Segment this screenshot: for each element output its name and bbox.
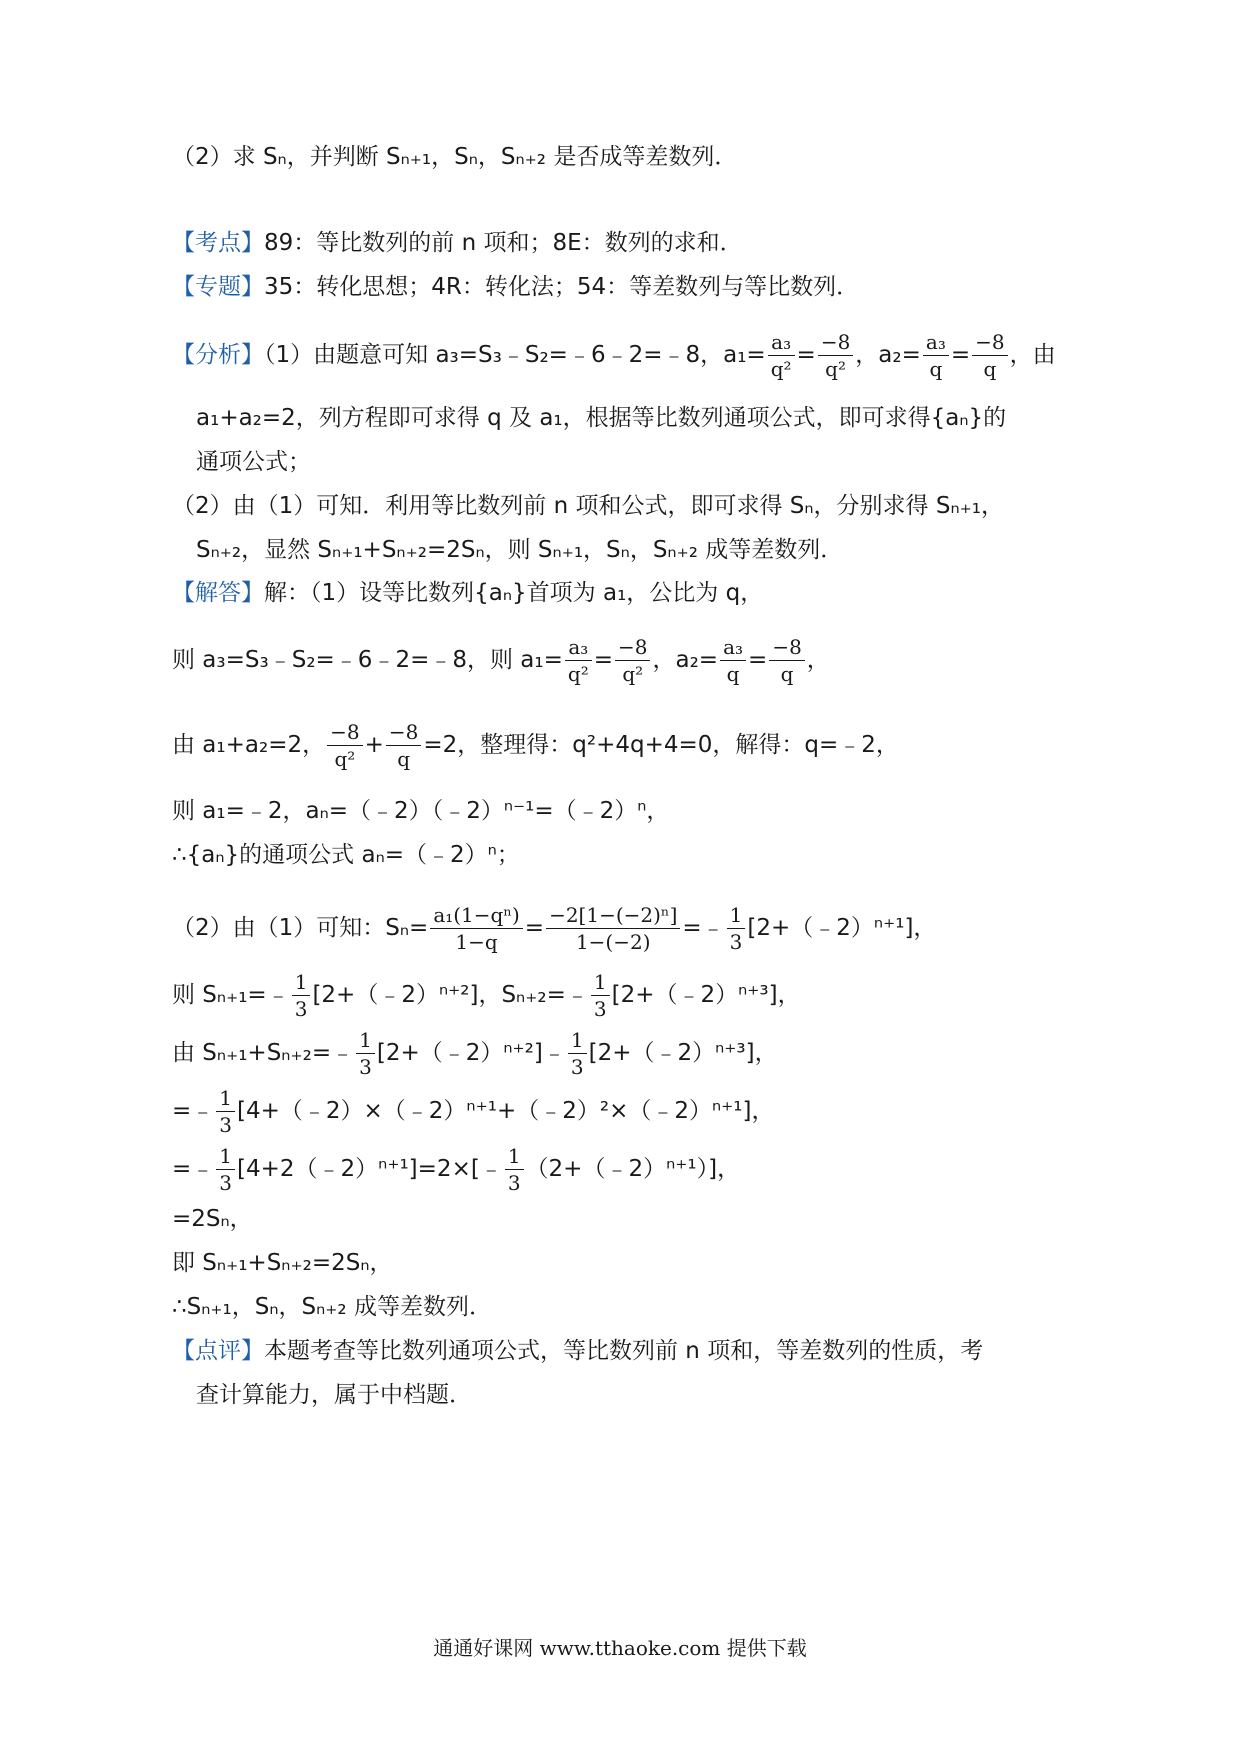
jieda-line5: ∴{aₙ}的通项公式 aₙ=（﹣2）ⁿ； <box>172 842 520 868</box>
jieda-line12: 即 Sₙ₊₁+Sₙ₊₂=2Sₙ， <box>172 1250 393 1276</box>
fraction: $\frac{1}{3}$ <box>505 1146 524 1193</box>
fenxi-line4: （2）由（1）可知．利用等比数列前 n 项和公式，即可求得 Sₙ，分别求得 Sₙ₊₁， <box>172 493 1004 519</box>
fraction: $\frac{1}{3}$ <box>292 972 311 1019</box>
fraction: $\frac{\text{−2[1−(−2)ⁿ]}}{1-(-2)}$ <box>546 905 680 952</box>
kaodian-tag: 【考点】 <box>172 230 264 256</box>
fraction: $\frac{1}{3}$ <box>216 1088 235 1135</box>
fenxi-line5: Sₙ₊₂，显然 Sₙ₊₁+Sₙ₊₂=2Sₙ，则 Sₙ₊₁，Sₙ，Sₙ₊₂ 成等差数列． <box>196 537 844 563</box>
fraction: $\frac{1}{3}$ <box>591 972 610 1019</box>
zhuanti-tag: 【专题】 <box>172 274 264 300</box>
fenxi-line1-prefix: （1）由题意可知 a₃=S₃﹣S₂=﹣6﹣2=﹣8，a₁= <box>264 342 766 368</box>
fraction: $\frac{\text{a₃}}{\text{q²}}$ <box>565 637 592 684</box>
fraction: $\frac{1}{3}$ <box>216 1146 235 1193</box>
fraction: $\frac{-8}{q}$ <box>386 722 421 769</box>
jieda-line7: 则 Sₙ₊₁=﹣ $\frac{1}{3}$ [2+（﹣2）ⁿ⁺²]，Sₙ₊₂=﹣ $\frac{1}{3}$ [2+（﹣2）ⁿ⁺³]， <box>172 970 801 1021</box>
jieda-line6: （2）由（1）可知：Sₙ= $\frac{\text{a₁(1−qⁿ)}}{1-q}$ = $\frac{\text{−2[1−(−2)ⁿ]}}{1-(-2)}$ =﹣ $\frac{1}{3}$ [2+（﹣2）ⁿ⁺¹]， <box>172 903 937 954</box>
jieda-line3: 由 a₁+a₂=2， $\frac{-8}{\text{q²}}$ + $\frac{-8}{q}$ =2，整理得：q²+4q+4=0，解得：q=﹣2， <box>172 720 899 771</box>
zhuanti-text: 35：转化思想；4R：转化法；54：等差数列与等比数列． <box>264 274 860 300</box>
fraction: $\frac{-8}{q}$ <box>972 332 1007 379</box>
zhuanti-line <box>172 272 859 302</box>
question-part2: （2）求 Sₙ，并判断 Sₙ₊₁，Sₙ，Sₙ₊₂ 是否成等差数列． <box>172 144 738 170</box>
fraction: $\frac{1}{3}$ <box>727 905 746 952</box>
kaodian-text: 89：等比数列的前 n 项和；8E：数列的求和． <box>264 230 743 256</box>
jieda-line10: =﹣ $\frac{1}{3}$ [4+2（﹣2）ⁿ⁺¹]=2×[﹣ $\frac{1}{3}$ （2+（﹣2）ⁿ⁺¹）]， <box>172 1144 741 1195</box>
dianping-line2: 查计算能力，属于中档题． <box>196 1382 472 1408</box>
fraction: $\frac{\text{a₃}}{q}$ <box>923 332 949 379</box>
jieda-line4: 则 a₁=﹣2，aₙ=（﹣2）（﹣2）ⁿ⁻¹=（﹣2）ⁿ， <box>172 798 670 824</box>
page-footer: 通通好课网 www.tthaoke.com 提供下载 <box>433 1636 807 1660</box>
jieda-line13: ∴Sₙ₊₁，Sₙ，Sₙ₊₂ 成等差数列． <box>172 1294 492 1320</box>
fenxi-tag: 【分析】 <box>172 342 264 368</box>
fenxi-line1: 【分析】（1）由题意可知 a₃=S₃﹣S₂=﹣6﹣2=﹣8，a₁= $\frac{\text{a₃}}{\text{q²}}$ = $\frac{-8}{\text{q²}}$ ，a₂= $\frac{\text{a₃}}{q}$ = $\frac{-8}{q}$ ，由 <box>172 330 1056 381</box>
jieda-line9: =﹣ $\frac{1}{3}$ [4+（﹣2）×（﹣2）ⁿ⁺¹+（﹣2）²×（﹣2）ⁿ⁺¹]， <box>172 1086 775 1137</box>
fraction: $\frac{\text{a₃}}{\text{q²}}$ <box>768 332 795 379</box>
dianping-line1: 【点评】本题考查等比数列通项公式，等比数列前 n 项和，等差数列的性质，考 <box>172 1338 984 1364</box>
fraction: $\frac{-8}{q}$ <box>769 637 804 684</box>
kaodian-line <box>172 228 743 258</box>
jieda-line1: 【解答】解：（1）设等比数列{aₙ}首项为 a₁，公比为 q， <box>172 580 764 606</box>
jieda-line2: 则 a₃=S₃﹣S₂=﹣6﹣2=﹣8，则 a₁= $\frac{\text{a₃}}{\text{q²}}$ = $\frac{-8}{\text{q²}}$ ，a₂= $\frac{\text{a₃}}{q}$ = $\frac{-8}{q}$ ， <box>172 635 830 686</box>
fraction: $\frac{1}{3}$ <box>568 1030 587 1077</box>
jieda-line11: =2Sₙ， <box>172 1206 253 1232</box>
fraction: $\frac{1}{3}$ <box>356 1030 375 1077</box>
dianping-tag: 【点评】 <box>172 1338 264 1364</box>
fraction: $\frac{-8}{\text{q²}}$ <box>615 637 650 684</box>
fenxi-line2: a₁+a₂=2，列方程即可求得 q 及 a₁，根据等比数列通项公式，即可求得{aₙ}的 <box>196 405 1007 431</box>
jieda-tag: 【解答】 <box>172 580 264 606</box>
fraction: $\frac{-8}{\text{q²}}$ <box>327 722 362 769</box>
fraction: $\frac{\text{a₁(1−qⁿ)}}{1-q}$ <box>430 905 522 952</box>
fraction: $\frac{\text{a₃}}{q}$ <box>720 637 746 684</box>
jieda-line8: 由 Sₙ₊₁+Sₙ₊₂=﹣ $\frac{1}{3}$ [2+（﹣2）ⁿ⁺²]﹣ $\frac{1}{3}$ [2+（﹣2）ⁿ⁺³]， <box>172 1028 778 1079</box>
fenxi-line3: 通项公式； <box>196 449 311 475</box>
fraction: $\frac{-8}{\text{q²}}$ <box>818 332 853 379</box>
